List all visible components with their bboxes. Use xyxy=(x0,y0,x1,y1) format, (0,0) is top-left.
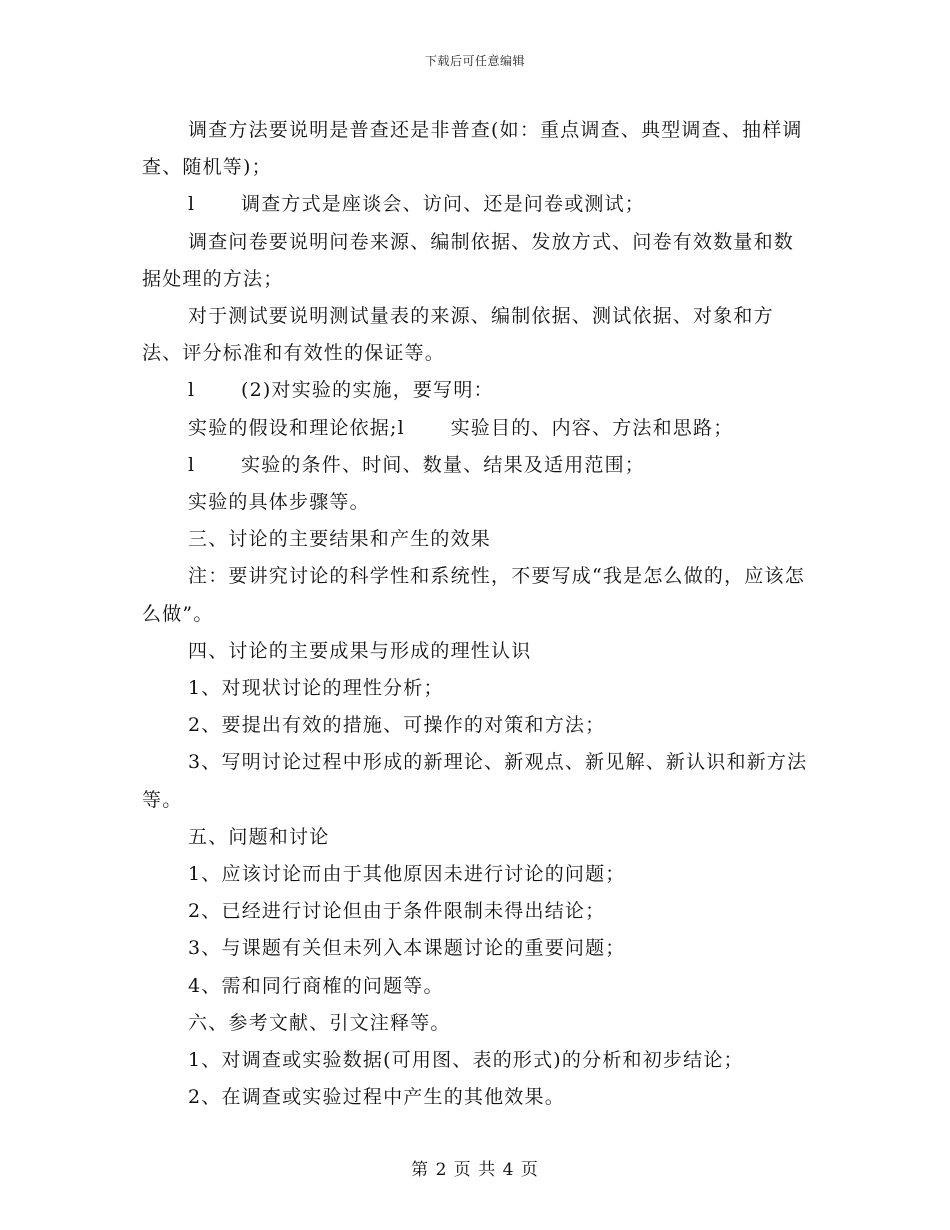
bullet-marker: l xyxy=(397,416,405,439)
list-item: 1、对调查或实验数据(可用图、表的形式)的分析和初步结论； xyxy=(188,1049,744,1072)
section-heading-3: 三、讨论的主要结果和产生的效果 xyxy=(188,528,492,551)
line-experiment-hypothesis xyxy=(142,410,810,447)
bullet-marker: l xyxy=(188,193,196,216)
page-header: 下载后可任意编辑 xyxy=(424,54,525,68)
bullet-text: 调查方式是座谈会、访问、还是问卷或测试； xyxy=(241,193,646,216)
paragraph-note: 注：要讲究讨论的科学性和系统性，不要写成“我是怎么做的，应该怎么做”。 xyxy=(142,565,805,625)
list-item: 1、应该讨论而由于其他原因未进行讨论的问题； xyxy=(188,863,626,886)
bullet-text: (2)对实验的实施，要写明： xyxy=(241,379,494,402)
bullet-experiment-conditions xyxy=(142,447,810,484)
bullet-marker: l xyxy=(188,379,196,402)
paragraph-experiment-steps: 实验的具体步骤等。 xyxy=(188,491,370,514)
bullet-experiment-implementation xyxy=(142,372,810,409)
bullet-text: 实验的条件、时间、数量、结果及适用范围； xyxy=(241,453,646,476)
list-item: 1、对现状讨论的理性分析； xyxy=(188,677,444,700)
list-item: 3、与课题有关但未列入本课题讨论的重要问题； xyxy=(188,937,626,960)
list-item: 4、需和同行商榷的问题等。 xyxy=(188,974,444,997)
list-item: 2、在调查或实验过程中产生的其他效果。 xyxy=(188,1086,565,1109)
section-heading-5: 五、问题和讨论 xyxy=(188,825,330,848)
list-item: 3、写明讨论过程中形成的新理论、新观点、新见解、新认识和新方法等。 xyxy=(142,751,808,811)
section-heading-4: 四、讨论的主要成果与形成的理性认识 xyxy=(188,639,532,662)
paragraph-questionnaire: 调查问卷要说明问卷来源、编制依据、发放方式、问卷有效数量和数据处理的方法； xyxy=(142,230,795,290)
document-body xyxy=(142,112,810,1116)
list-item: 2、要提出有效的措施、可操作的对策和方法； xyxy=(188,714,606,737)
section-heading-6: 六、参考文献、引文注释等。 xyxy=(188,1011,451,1034)
bullet-text: 实验目的、内容、方法和思路； xyxy=(450,416,734,439)
paragraph-testing: 对于测试要说明测试量表的来源、编制依据、测试依据、对象和方法、评分标准和有效性的保证等。 xyxy=(142,305,774,365)
bullet-marker: l xyxy=(188,453,196,476)
page-number-footer: 第 2 页 共 4 页 xyxy=(411,1160,539,1180)
paragraph-survey-method: 调查方法要说明是普查还是非普查(如：重点调查、典型调查、抽样调查、随机等)； xyxy=(142,119,803,179)
bullet-survey-mode xyxy=(142,186,810,223)
list-item: 2、已经进行讨论但由于条件限制未得出结论； xyxy=(188,900,606,923)
bullet-text: 实验的假设和理论依据; xyxy=(188,416,398,439)
